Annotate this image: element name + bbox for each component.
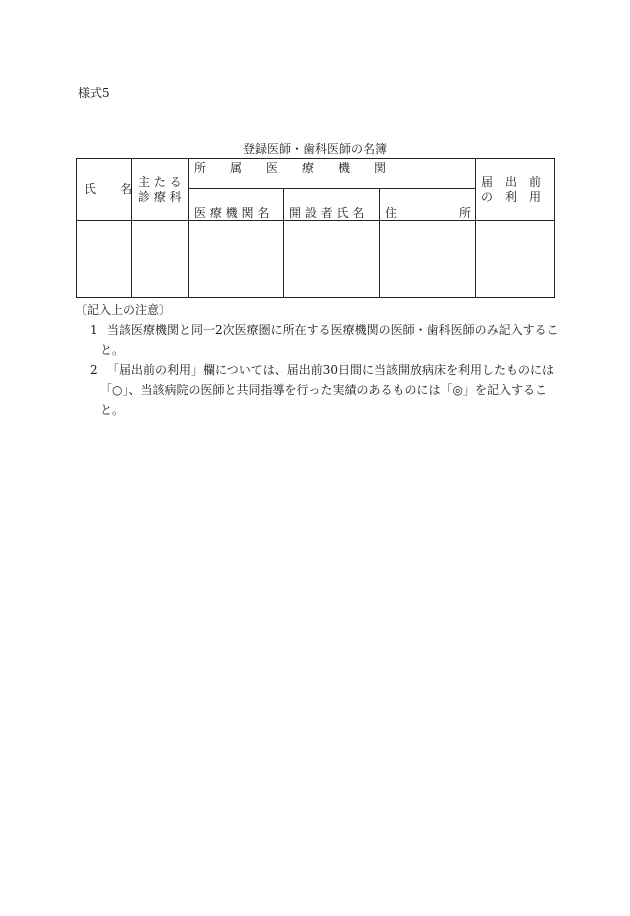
table-border-right xyxy=(554,158,555,298)
note-text: 「届出前の利用」欄については、届出前30日間に当該開放病床を利用したものには「○」、当該病院の医師と共同指導を行った実績のあるものには「◎」を記入すること。 xyxy=(100,363,555,417)
col-divider-3 xyxy=(283,188,284,298)
header-divider xyxy=(76,220,555,221)
note-item-2 xyxy=(75,360,561,420)
notes-section xyxy=(75,300,561,420)
header-usage-line2: の 利 用 xyxy=(481,190,542,204)
note-number: 2 xyxy=(90,363,98,377)
notes-heading: 〔記入上の注意〕 xyxy=(75,303,172,317)
registration-table xyxy=(76,158,555,298)
document-title: 登録医師・歯科医師の名簿 xyxy=(242,142,387,156)
note-item-1 xyxy=(75,320,561,360)
header-affiliation: 所 属 医 療 機 関 xyxy=(194,161,387,175)
header-founder-name: 開 設 者 氏 名 xyxy=(289,206,365,220)
header-institution-name: 医 療 機 関 名 xyxy=(194,206,270,220)
header-address-2: 所 xyxy=(459,206,472,220)
header-name: 氏 名 xyxy=(84,182,133,196)
note-number: 1 xyxy=(90,323,98,337)
table-border-bottom xyxy=(76,297,555,298)
col-divider-1 xyxy=(131,158,132,298)
form-number: 様式5 xyxy=(78,86,110,100)
table-border-top xyxy=(76,158,555,159)
header-address-1: 住 xyxy=(385,206,398,220)
col-divider-4 xyxy=(379,188,380,298)
table-border-left xyxy=(76,158,77,298)
note-text: 当該医療機関と同一2次医療圏に所在する医療機関の医師・歯科医師のみ記入すること。 xyxy=(100,323,559,357)
affiliation-divider xyxy=(188,188,475,189)
header-dept-line1: 主 た る xyxy=(138,175,182,189)
header-usage-line1: 届 出 前 xyxy=(481,175,542,189)
col-divider-5 xyxy=(475,158,476,298)
header-dept-line2: 診 療 科 xyxy=(138,190,182,204)
col-divider-2 xyxy=(188,158,189,298)
